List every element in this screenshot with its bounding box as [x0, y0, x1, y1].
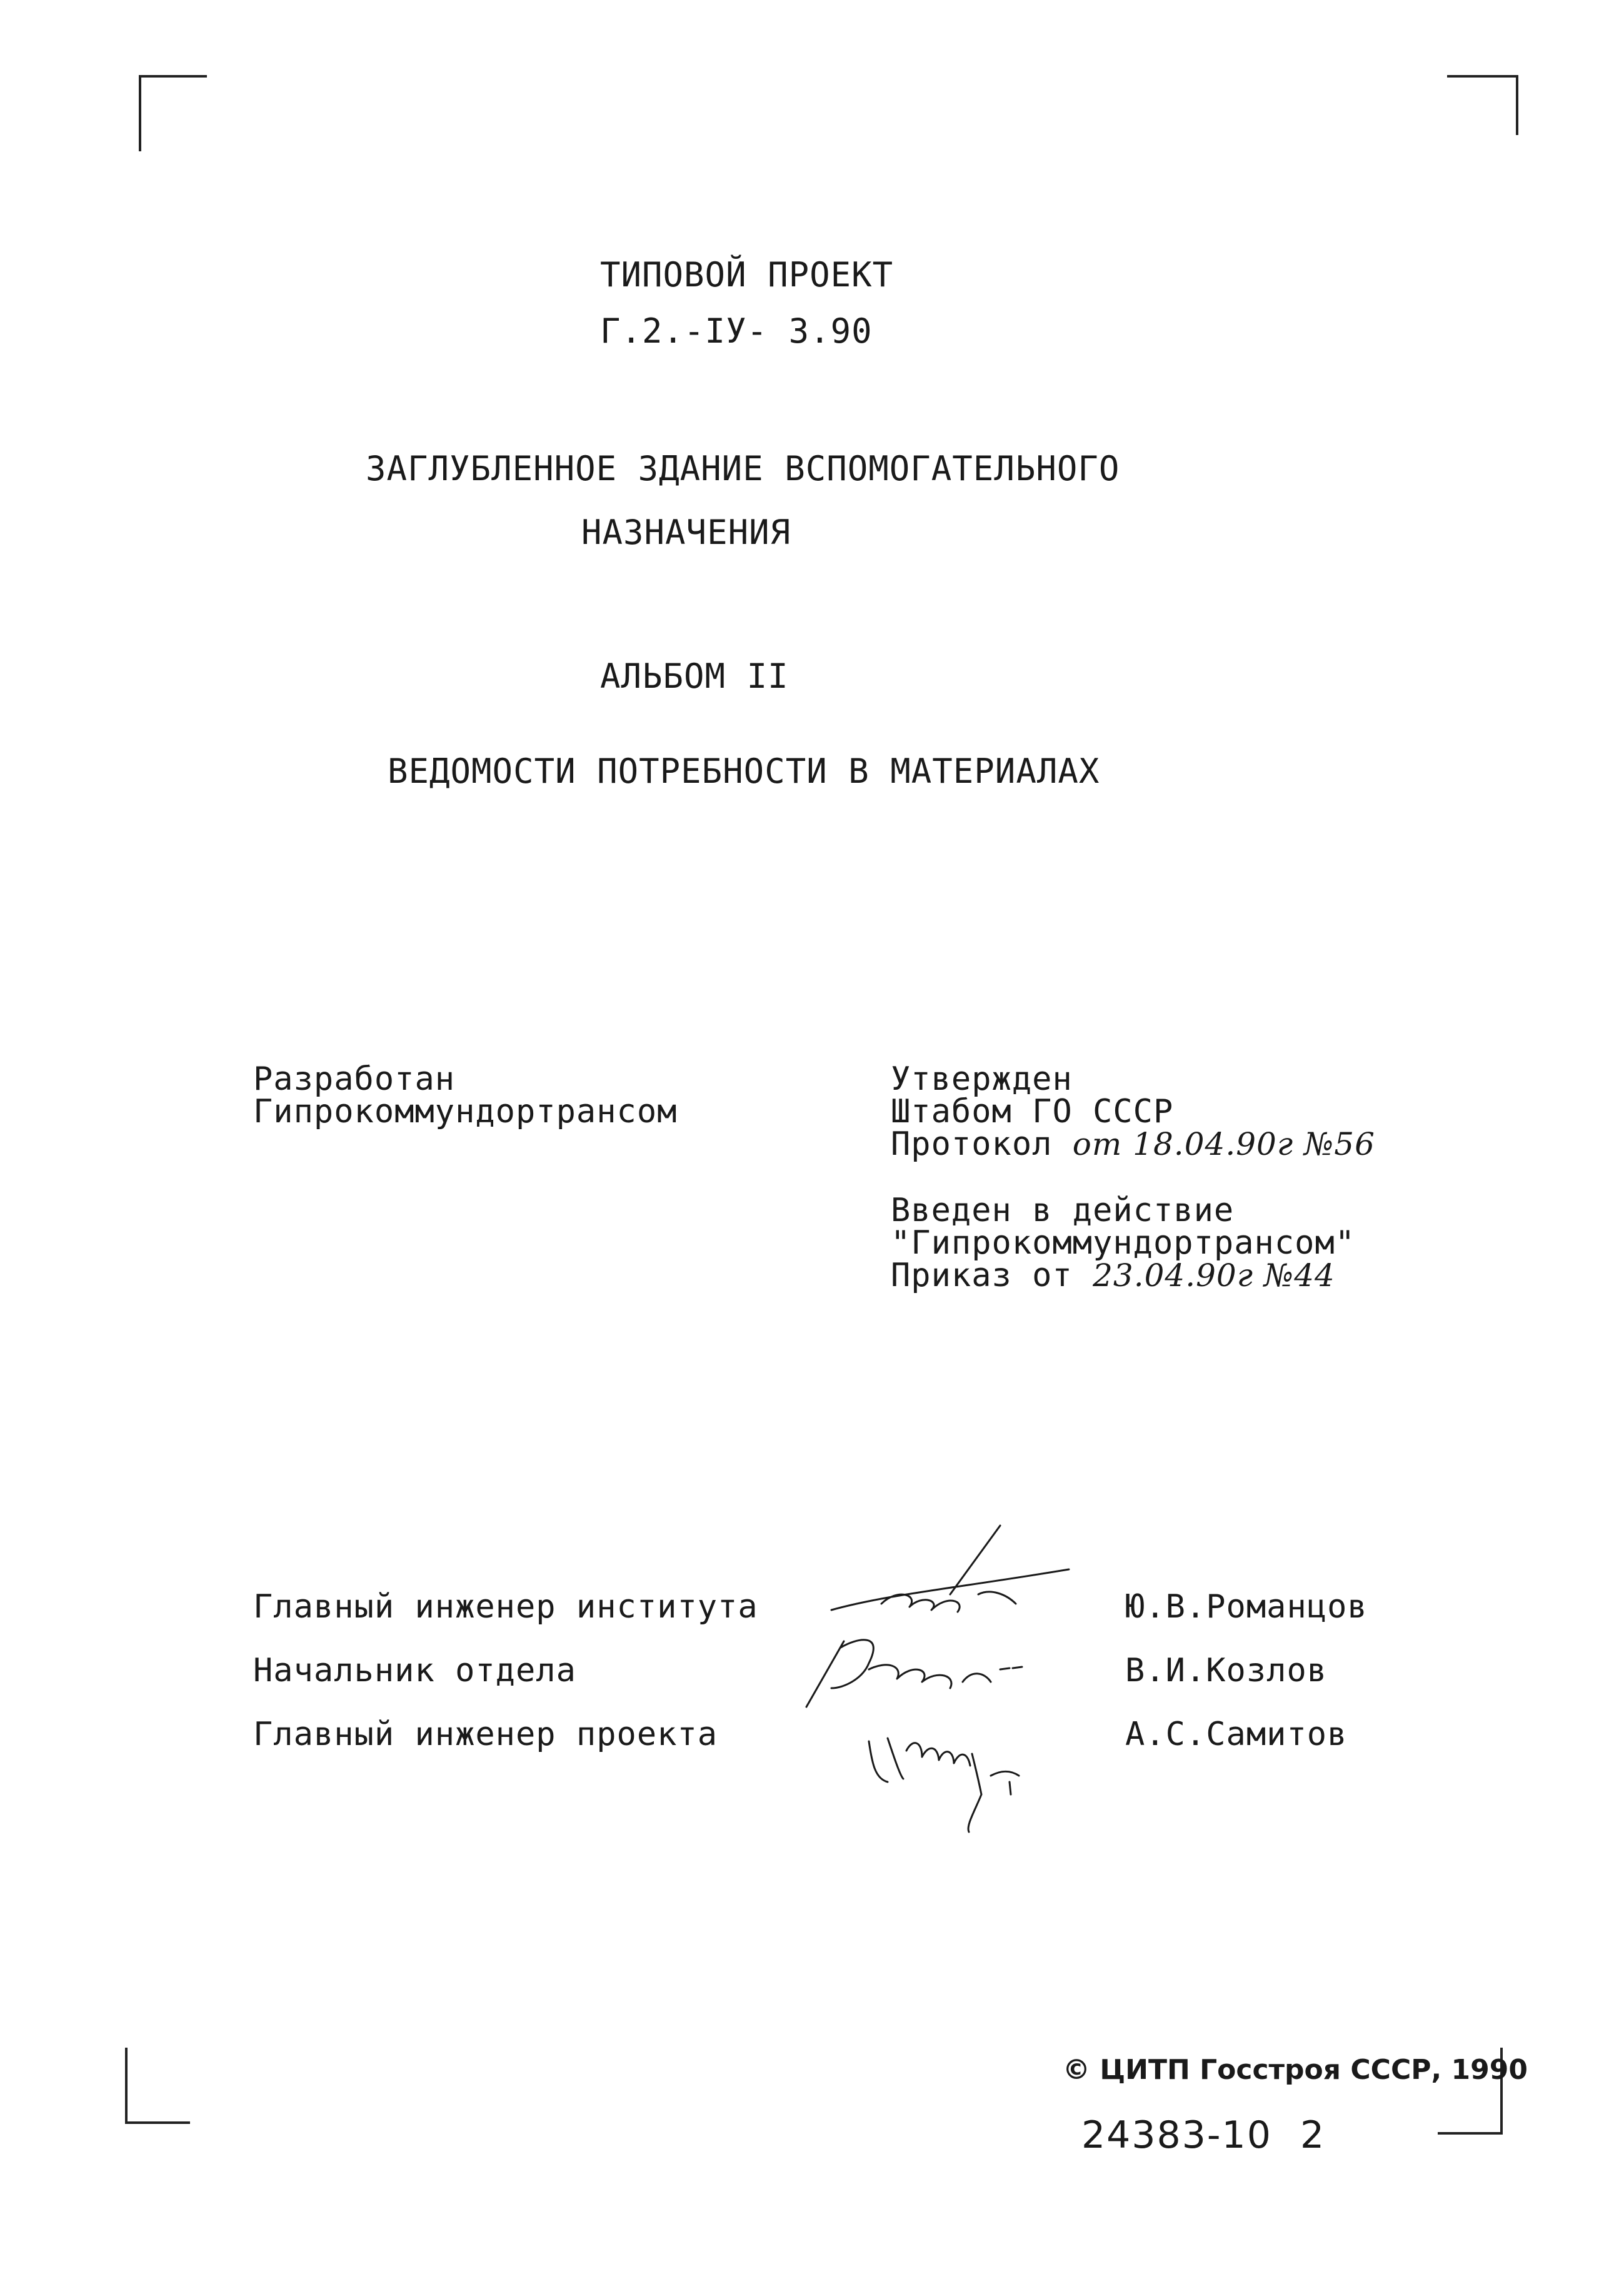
- signature-1: [831, 1526, 1069, 1612]
- copyright-stamp: [1063, 2054, 1528, 2086]
- copyright-text: ЦИТП Госстроя СССР, 1990: [1100, 2054, 1528, 2086]
- signatory-position-3: Главный инженер проекта: [253, 1716, 718, 1753]
- order-label: Приказ от: [891, 1257, 1073, 1294]
- signatory-name-3: А.С.Самитов: [1125, 1716, 1348, 1753]
- signature-2: [806, 1640, 1022, 1707]
- approved-by: Штабом ГО СССР: [891, 1093, 1174, 1130]
- corner-mark-bottom-left: [125, 2048, 190, 2124]
- signatory-name-2: В.И.Козлов: [1125, 1652, 1328, 1689]
- order-line: [891, 1259, 1355, 1292]
- order-handwritten: 23.04.90г №44: [1093, 1257, 1335, 1294]
- project-code: Г.2.-IУ- 3.90: [600, 311, 873, 351]
- signatory-position-1: Главный инженер института: [253, 1588, 758, 1626]
- enacted-label: Введен в действие: [891, 1192, 1235, 1229]
- approved-label: Утвержден: [891, 1060, 1073, 1098]
- signatures: [794, 1501, 1094, 1851]
- signature-3: [869, 1738, 1019, 1832]
- corner-mark-top-left: [139, 75, 207, 151]
- developed-by-org: Гипрокоммундортрансом: [253, 1093, 678, 1130]
- document-subtitle: ВЕДОМОСТИ ПОТРЕБНОСТИ В МАТЕРИАЛАХ: [388, 752, 1100, 791]
- project-type: ТИПОВОЙ ПРОЕКТ: [600, 255, 894, 294]
- signatory-position-2: Начальник отдела: [253, 1652, 576, 1689]
- document-title-line1: ЗАГЛУБЛЕННОЕ ЗДАНИЕ ВСПОМОГАТЕЛЬНОГО: [366, 449, 1120, 488]
- document-number: 24383-10: [1081, 2113, 1272, 2157]
- signatory-name-1: Ю.В.Романцов: [1125, 1588, 1368, 1626]
- protocol-handwritten: от 18.04.90г №56: [1072, 1126, 1375, 1162]
- document-title-line2: НАЗНАЧЕНИЯ: [581, 513, 791, 552]
- developed-by: [253, 1060, 678, 1130]
- copyright-symbol: ©: [1063, 2054, 1090, 2086]
- page-number: 2: [1300, 2113, 1326, 2157]
- enacted-by: "Гипрокоммундортрансом": [891, 1224, 1356, 1262]
- album-label: АЛЬБОМ II: [600, 657, 789, 696]
- approval-block: [891, 1060, 1375, 1163]
- protocol-line: [891, 1125, 1375, 1163]
- enactment-block: [891, 1194, 1355, 1292]
- protocol-label: Протокол: [891, 1125, 1053, 1163]
- corner-mark-top-right: [1447, 75, 1518, 135]
- developed-by-label: Разработан: [253, 1060, 456, 1098]
